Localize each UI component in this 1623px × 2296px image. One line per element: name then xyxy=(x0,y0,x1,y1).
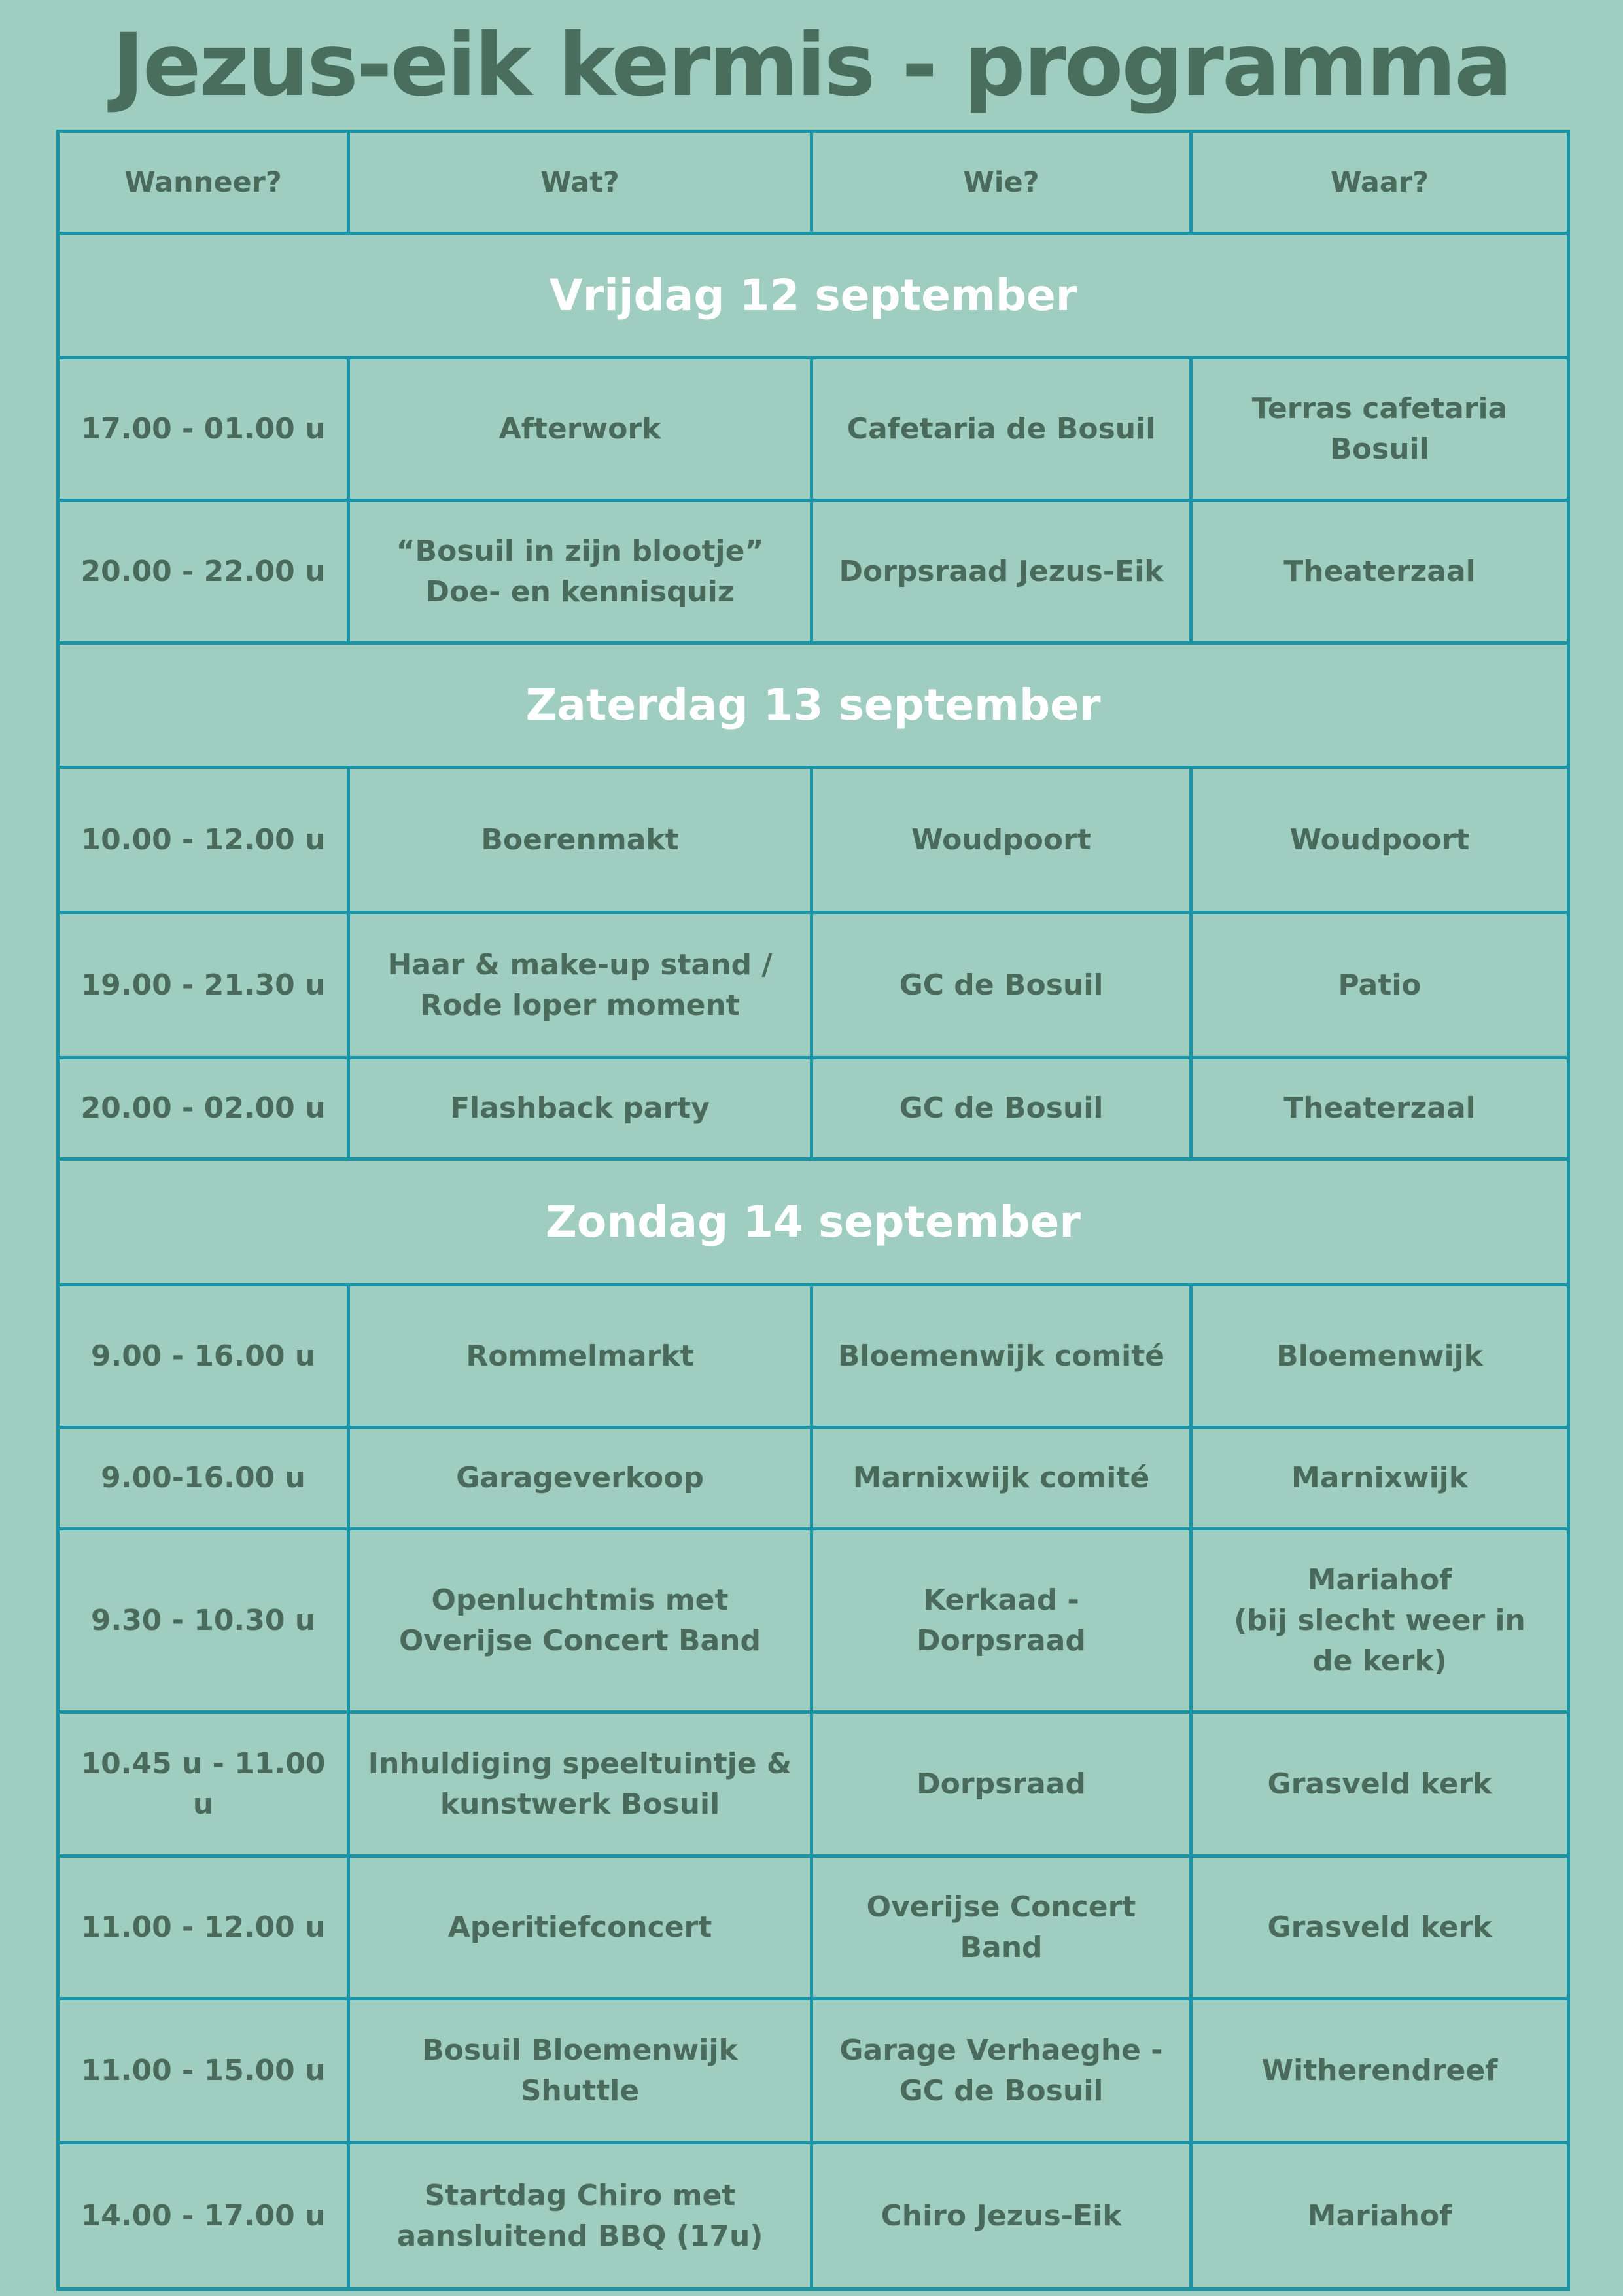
table-row xyxy=(58,501,1569,643)
event-where: Bloemenwijk xyxy=(1191,1285,1569,1428)
event-what: Openluchtmis met Overijse Concert Band xyxy=(349,1529,812,1712)
event-what: Flashback party xyxy=(349,1058,812,1159)
page-title: Jezus-eik kermis - programma xyxy=(112,15,1511,116)
table-row xyxy=(58,2143,1569,2289)
event-what: Rommelmarkt xyxy=(349,1285,812,1428)
table-row xyxy=(58,1712,1569,1856)
table-row xyxy=(58,1428,1569,1529)
event-who: Chiro Jezus-Eik xyxy=(812,2143,1191,2289)
day-row-friday xyxy=(58,234,1569,358)
event-when: 11.00 - 12.00 u xyxy=(58,1856,349,1999)
table-row xyxy=(58,1285,1569,1428)
event-when: 9.30 - 10.30 u xyxy=(58,1529,349,1712)
header-who: Wie? xyxy=(812,132,1191,234)
event-what: Boerenmakt xyxy=(349,768,812,913)
table-row xyxy=(58,913,1569,1058)
header-what: Wat? xyxy=(349,132,812,234)
event-what: Startdag Chiro met aansluitend BBQ (17u) xyxy=(349,2143,812,2289)
event-who: Woudpoort xyxy=(812,768,1191,913)
event-where: Grasveld kerk xyxy=(1191,1712,1569,1856)
header-row xyxy=(58,132,1569,234)
event-where: Theaterzaal xyxy=(1191,501,1569,643)
event-where: Mariahof xyxy=(1191,2143,1569,2289)
event-what: Afterwork xyxy=(349,358,812,501)
event-who: GC de Bosuil xyxy=(812,1058,1191,1159)
event-when: 11.00 - 15.00 u xyxy=(58,1999,349,2143)
event-who: Dorpsraad xyxy=(812,1712,1191,1856)
event-what: Bosuil Bloemenwijk Shuttle xyxy=(349,1999,812,2143)
day-row-sunday xyxy=(58,1159,1569,1285)
table-row xyxy=(58,1529,1569,1712)
table-row xyxy=(58,358,1569,501)
event-where: Marnixwijk xyxy=(1191,1428,1569,1529)
event-who: Dorpsraad Jezus-Eik xyxy=(812,501,1191,643)
event-what: Inhuldiging speeltuintje & kunstwerk Bosuil xyxy=(349,1712,812,1856)
event-who: Overijse Concert Band xyxy=(812,1856,1191,1999)
event-who: GC de Bosuil xyxy=(812,913,1191,1058)
event-who: Kerkaad - Dorpsraad xyxy=(812,1529,1191,1712)
event-when: 20.00 - 02.00 u xyxy=(58,1058,349,1159)
program-table xyxy=(56,130,1570,2291)
day-row-saturday xyxy=(58,643,1569,768)
event-what: Aperitiefconcert xyxy=(349,1856,812,1999)
event-when: 20.00 - 22.00 u xyxy=(58,501,349,643)
day-label: Zaterdag 13 september xyxy=(58,643,1569,768)
day-label: Zondag 14 september xyxy=(58,1159,1569,1285)
event-where: Mariahof (bij slecht weer in de kerk) xyxy=(1191,1529,1569,1712)
event-when: 10.45 u - 11.00 u xyxy=(58,1712,349,1856)
event-when: 9.00 - 16.00 u xyxy=(58,1285,349,1428)
table-row xyxy=(58,768,1569,913)
event-where: Terras cafetaria Bosuil xyxy=(1191,358,1569,501)
event-where: Patio xyxy=(1191,913,1569,1058)
event-what: Garageverkoop xyxy=(349,1428,812,1529)
event-when: 9.00-16.00 u xyxy=(58,1428,349,1529)
event-who: Bloemenwijk comité xyxy=(812,1285,1191,1428)
table-row xyxy=(58,1058,1569,1159)
event-where: Theaterzaal xyxy=(1191,1058,1569,1159)
table-row xyxy=(58,1856,1569,1999)
event-where: Grasveld kerk xyxy=(1191,1856,1569,1999)
event-when: 19.00 - 21.30 u xyxy=(58,913,349,1058)
event-when: 10.00 - 12.00 u xyxy=(58,768,349,913)
day-label: Vrijdag 12 september xyxy=(58,234,1569,358)
header-when: Wanneer? xyxy=(58,132,349,234)
event-when: 17.00 - 01.00 u xyxy=(58,358,349,501)
event-when: 14.00 - 17.00 u xyxy=(58,2143,349,2289)
event-who: Marnixwijk comité xyxy=(812,1428,1191,1529)
event-where: Witherendreef xyxy=(1191,1999,1569,2143)
event-where: Woudpoort xyxy=(1191,768,1569,913)
event-who: Cafetaria de Bosuil xyxy=(812,358,1191,501)
event-what: “Bosuil in zijn blootje” Doe- en kennisquiz xyxy=(349,501,812,643)
event-who: Garage Verhaeghe - GC de Bosuil xyxy=(812,1999,1191,2143)
header-where: Waar? xyxy=(1191,132,1569,234)
table-row xyxy=(58,1999,1569,2143)
event-what: Haar & make-up stand / Rode loper moment xyxy=(349,913,812,1058)
